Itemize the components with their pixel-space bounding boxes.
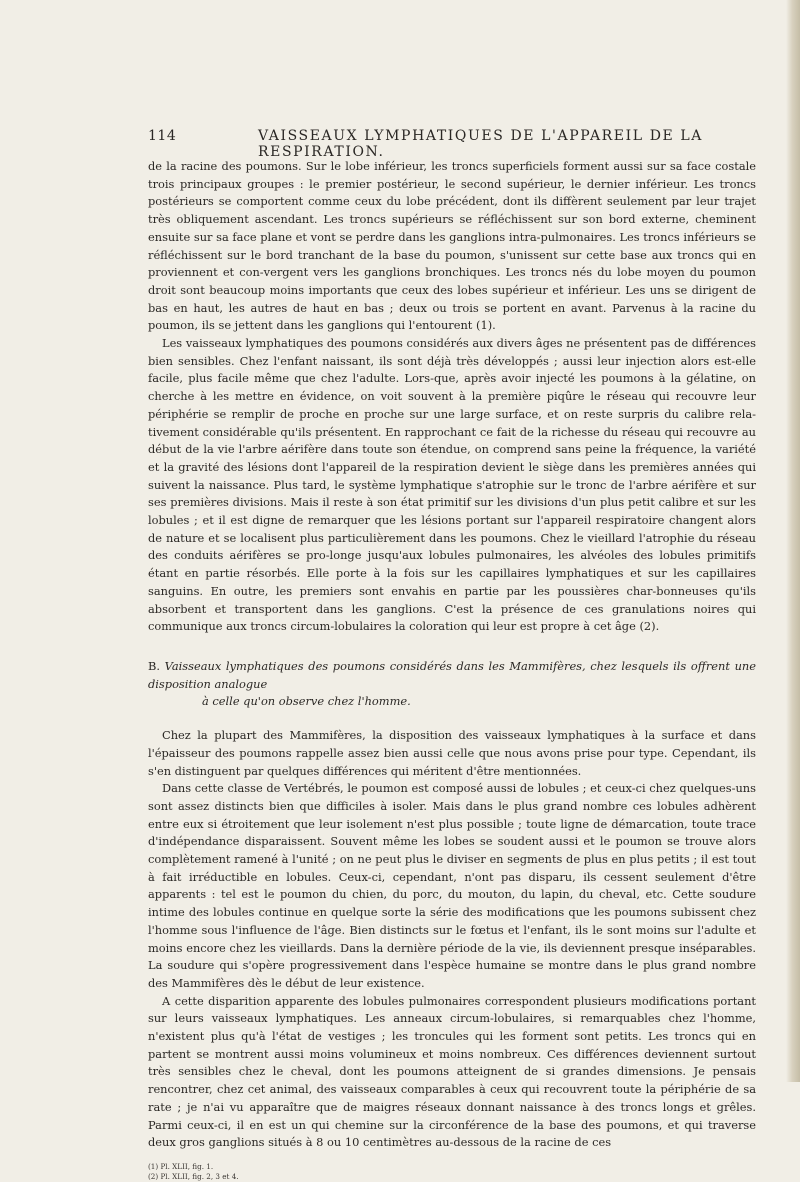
page-header [148, 128, 756, 160]
paragraph-mammals-intro: Chez la plupart des Mammifères, la disposition des vaisseaux lymphatiques à la surface et dans l'épaisseur des poumons rappelle assez bien aussi celle que nous avons prise pour type. Cependant, ils s'en distinguent par quelques différences qui méritent d'être mentionnées. [148, 728, 756, 778]
footnotes [148, 1162, 756, 1182]
page-edge-shadow [786, 0, 800, 1082]
section-title-line-2: à celle qu'on observe chez l'homme. [202, 694, 411, 709]
paragraph-ages: Les vaisseaux lymphatiques des poumons considérés aux divers âges ne présentent pas de différences bien sensibles. Chez l'enfant naissant, ils sont déjà très développés ; aussi leur injection alors est-elle facile, plus facile même que chez l'adulte. Lors-que, après avoir injecté les poumons à la gélatine, on cherche à les mettre en évidence, on voit souvent à la première piqûre le réseau qui recouvre leur périphérie se remplir de proche en proche sur une large surface, et on reste surpris du calibre rela-tivement considérable qu'ils présentent. En rapprochant ce fait de la richesse du réseau qui recouvre au début de la vie l'arbre aérifère dans toute son étendue, on comprend sans peine la fréquence, la variété et la gravité des lésions dont l'appareil de la respiration devient le siège dans les premières années qui suivent la naissance. Plus tard, le système lymphatique s'atrophie sur le tronc de l'arbre aérifère et sur ses premières divisions. Mais il reste à son état primitif sur les divisions d'un plus petit calibre et sur les lobules ; et il est digne de remarquer que les lésions portant sur l'appareil respiratoire changent alors de nature et se localisent plus particulièrement dans les poumons. Chez le vieillard l'atrophie du réseau des conduits aérifères se pro-longe jusqu'aux lobules pulmonaires, les alvéoles des lobules primitifs étant en partie résorbés. Elle porte à la fois sur les capillaires lymphatiques et sur les capillaires sanguins. En outre, les premiers sont envahis en partie par les poussières char-bonneuses qu'ils absorbent et transportent dans les ganglions. C'est la présence de ces granulations noires qui communique aux troncs circum-lobulaires la coloration qui leur est propre à cet âge (2). [148, 336, 756, 634]
section-title-line-1 [148, 658, 756, 693]
section-title-text: Vaisseaux lymphatiques des poumons considérés dans les Mammifères, chez lesquels ils offrent une disposition analogue [148, 658, 756, 691]
paragraph-continued: de la racine des poumons. Sur le lobe inférieur, les troncs superficiels forment aussi sur sa face costale trois principaux groupes : le premier postérieur, le second supérieur, le dernier inférieur. Les troncs postérieurs se comportent comme ceux du lobe précédent, dont ils diffèrent seulement par leur trajet très obliquement ascendant. Les troncs supérieurs se réfléchissent sur son bord externe, cheminent ensuite sur sa face plane et vont se perdre dans les ganglions intra-pulmonaires. Les troncs inférieurs se réfléchissent sur le bord tranchant de la base du poumon, s'unissent sur cette base aux troncs qui en proviennent et con-vergent vers les ganglions bronchiques. Les troncs nés du lobe moyen du poumon droit sont beaucoup moins importants que ceux des lobes supérieur et inférieur. Les uns se dirigent de bas en haut, les autres de haut en bas ; deux ou trois se portent en avant. Parvenus à la racine du poumon, ils se jettent dans les ganglions qui l'entourent (1). [148, 159, 756, 333]
paragraph-lobules: Dans cette classe de Vertébrés, le poumon est composé aussi de lobules ; et ceux-ci chez quelques-uns sont assez distincts bien que difficiles à isoler. Mais dans le plus grand nombre ces lobules adhèrent entre eux si étroitement que leur isolement n'est plus possible ; toute ligne de démarcation, toute trace d'indépendance disparaissent. Souvent même les lobes se soudent aussi et le poumon se trouve alors complètement ramené à l'unité ; on ne peut plus le diviser en segments de plus en plus petits ; il est tout à fait irréductible en lobules. Ceux-ci, cependant, n'ont pas disparu, ils cessent seulement d'être apparents : tel est le poumon du chien, du porc, du mouton, du lapin, du cheval, etc. Cette soudure intime des lobules continue en quelque sorte la série des modifications que les poumons subissent chez l'homme sous l'influence de l'âge. Bien distincts sur le fœtus et l'enfant, ils le sont moins sur l'adulte et moins encore chez les vieillards. Dans la dernière période de la vie, ils deviennent presque inséparables. La soudure qui s'opère progressivement dans l'espèce humaine se montre dans le plus grand nombre des Mammifères dès le début de leur existence. [148, 781, 756, 990]
section-heading-b [148, 658, 756, 711]
page-number: 114 [148, 128, 177, 144]
book-page [148, 128, 756, 1182]
section-label: B. [148, 658, 160, 673]
running-title: VAISSEAUX LYMPHATIQUES DE L'APPAREIL DE LA RESPIRATION. [258, 128, 703, 160]
footnote-2: (2) Pl. XLII, fig. 2, 3 et 4. [148, 1171, 239, 1181]
footnote-1: (1) Pl. XLII, fig. 1. [148, 1161, 214, 1171]
paragraph-modifications: A cette disparition apparente des lobules pulmonaires correspondent plusieurs modifications portant sur leurs vaisseaux lymphatiques. Les anneaux circum-lobulaires, si remarquables chez l'homme, n'existent plus qu'à l'état de vestiges ; les troncules qui les forment sont petits. Les troncs qui en partent se montrent aussi moins volumineux et moins nombreux. Ces différences deviennent surtout très sensibles chez le cheval, dont les poumons atteignent de si grandes dimensions. Je pensais rencontrer, chez cet animal, des vaisseaux comparables à ceux qui recouvrent toute la périphérie de sa rate ; je n'ai vu apparaître que de maigres réseaux donnant naissance à des troncs longs et grêles. Parmi ceux-ci, il en est un qui chemine sur la circonférence de la base des poumons, et qui traverse deux gros ganglions situés à 8 ou 10 centimètres au-dessous de la racine de ces [148, 993, 756, 1150]
